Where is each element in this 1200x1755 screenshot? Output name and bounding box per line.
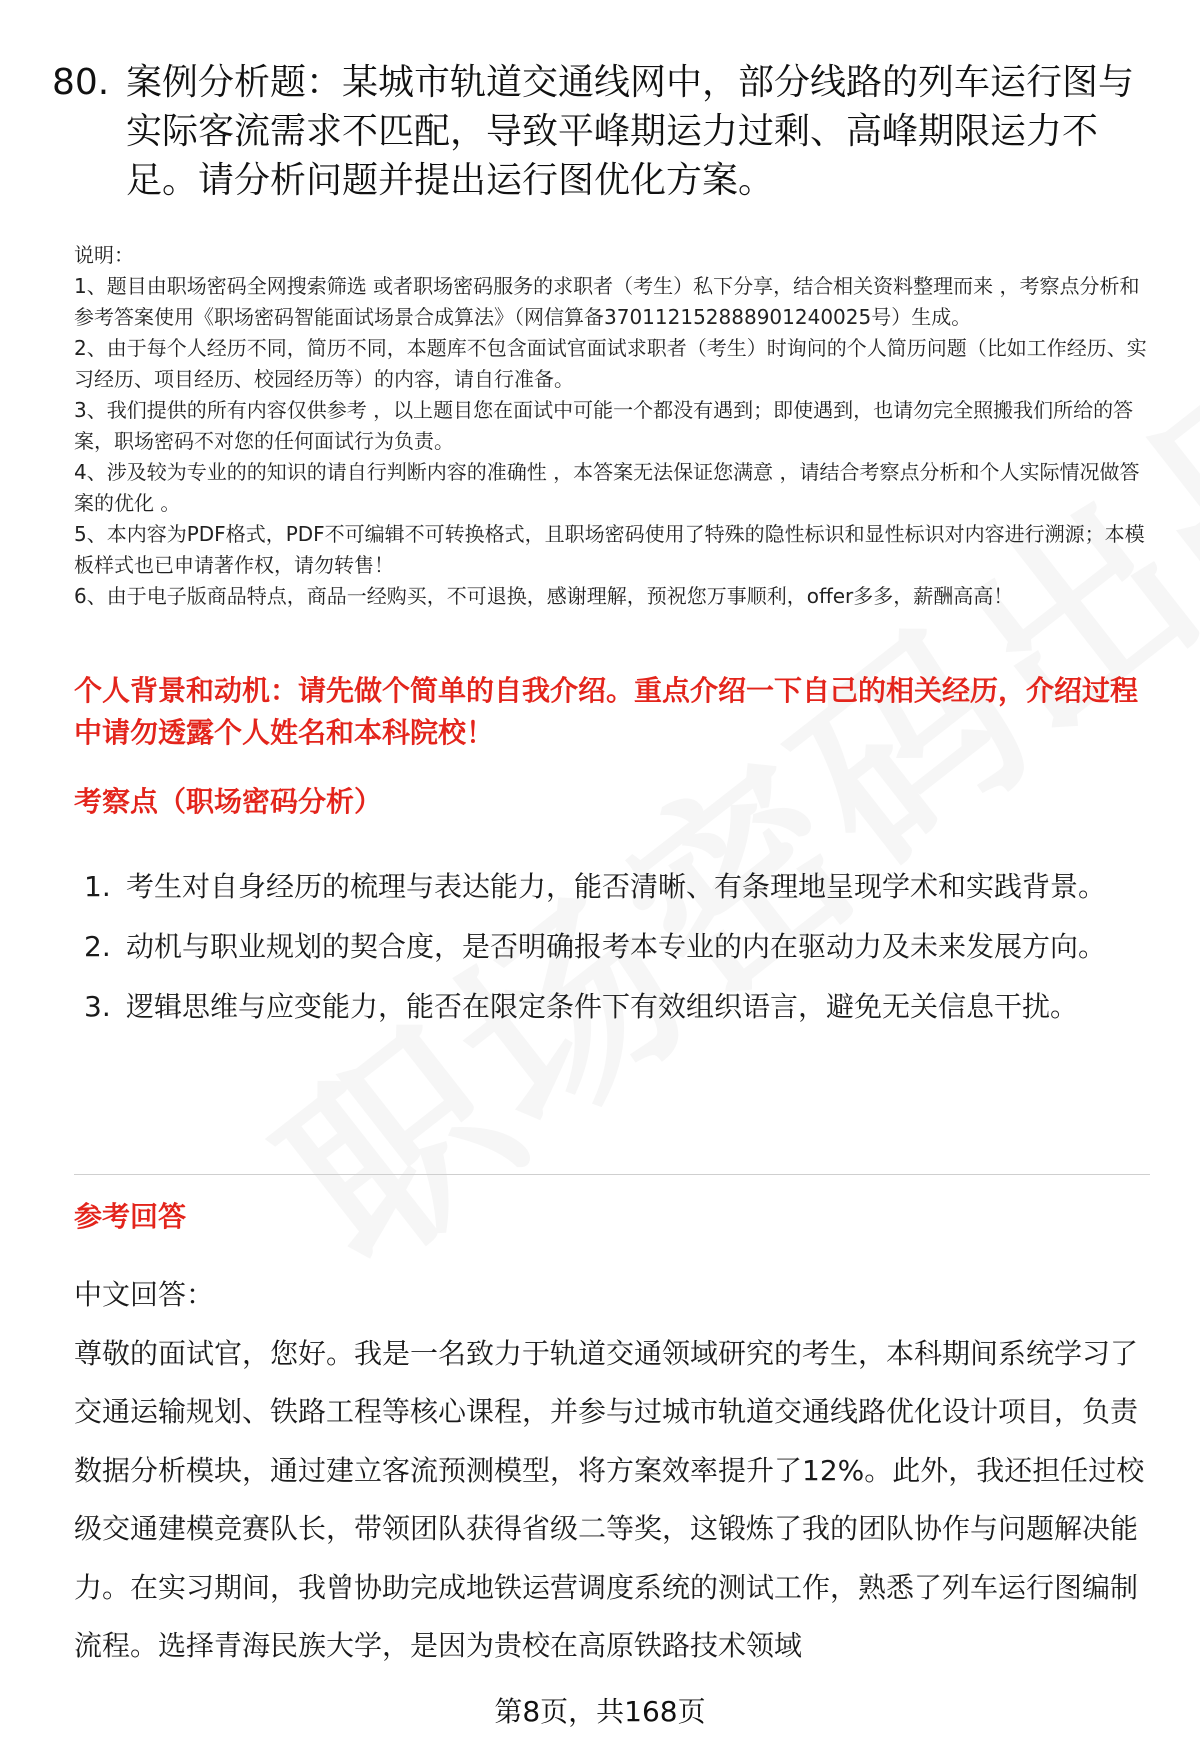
intro-heading: 个人背景和动机：请先做个简单的自我介绍。重点介绍一下自己的相关经历，介绍过程中请勿透露个人姓名和本科院校！ [74,674,1139,749]
list-item-text: 逻辑思维与应变能力，能否在限定条件下有效组织语言，避免无关信息干扰。 [126,990,1079,1023]
note-item: 6、由于电子版商品特点，商品一经购买，不可退换，感谢理解，预祝您万事顺利，offer多多，薪酬高高！ [74,584,1014,608]
section-divider [74,1174,1150,1175]
answer-heading: 参考回答 [74,1200,187,1233]
list-item-text: 动机与职业规划的契合度，是否明确报考本专业的内在驱动力及未来发展方向。 [126,930,1107,963]
question-block [52,58,1162,205]
question-text: 案例分析题：某城市轨道交通线网中，部分线路的列车运行图与实际客流需求不匹配，导致平峰期运力过剩、高峰期限运力不足。请分析问题并提出运行图优化方案。 [126,62,1135,201]
note-item: 2、由于每个人经历不同，简历不同，本题库不包含面试官面试求职者（考生）时询问的个人简历问题（比如工作经历、实习经历、项目经历、校园经历等）的内容，请自行准备。 [74,336,1147,391]
exam-points-heading: 考察点（职场密码分析） [74,785,383,818]
answer-text: 尊敬的面试官，您好。我是一名致力于轨道交通领域研究的考生，本科期间系统学习了交通运输规划、铁路工程等核心课程，并参与过城市轨道交通线路优化设计项目，负责数据分析模块，通过建立客流预测模型，将方案效率提升了12%。此外，我还担任过校级交通建模竞赛队长，带领团队获得省级二等奖，这锻炼了我的团队协作与问题解决能力。在实习期间，我曾协助完成地铁运营调度系统的测试工作，熟悉了列车运行图编制流程。选择青海民族大学，是因为贵校在高原铁路技术领域 [74,1336,1145,1662]
list-item [84,918,1164,976]
list-item [84,858,1164,916]
exam-points-list [84,858,1164,1038]
note-item: 1、题目由职场密码全网搜索筛选 或者职场密码服务的求职者（考生）私下分享，结合相关资料整理而来 ，考察点分析和参考答案使用《职场密码智能面试场景合成算法》（网信算备370112152888901240025号）生成。 [74,274,1140,329]
list-item-number: 2. [84,930,111,963]
list-item [84,978,1164,1036]
notes-title: 说明： [74,243,134,267]
note-item: 4、涉及较为专业的的知识的请自行判断内容的准确性 ，本答案无法保证您满意 ，请结合考察点分析和个人实际情况做答案的优化 。 [74,460,1140,515]
answer-label: 中文回答： [74,1278,215,1311]
note-item: 3、我们提供的所有内容仅供参考 ，以上题目您在面试中可能一个都没有遇到；即使遇到，也请勿完全照搬我们所给的答案，职场密码不对您的任何面试行为负责。 [74,398,1134,453]
page-footer: 第8页，共168页 [494,1695,706,1728]
notes-block [74,240,1154,612]
question-number: 80. [52,62,110,103]
answer-block [74,1266,1154,1676]
list-item-number: 1. [84,870,111,903]
list-item-text: 考生对自身经历的梳理与表达能力，能否清晰、有条理地呈现学术和实践背景。 [126,870,1107,903]
list-item-number: 3. [84,990,111,1023]
note-item: 5、本内容为PDF格式，PDF不可编辑不可转换格式，且职场密码使用了特殊的隐性标识和显性标识对内容进行溯源；本模板样式也已申请著作权，请勿转售！ [74,522,1145,577]
